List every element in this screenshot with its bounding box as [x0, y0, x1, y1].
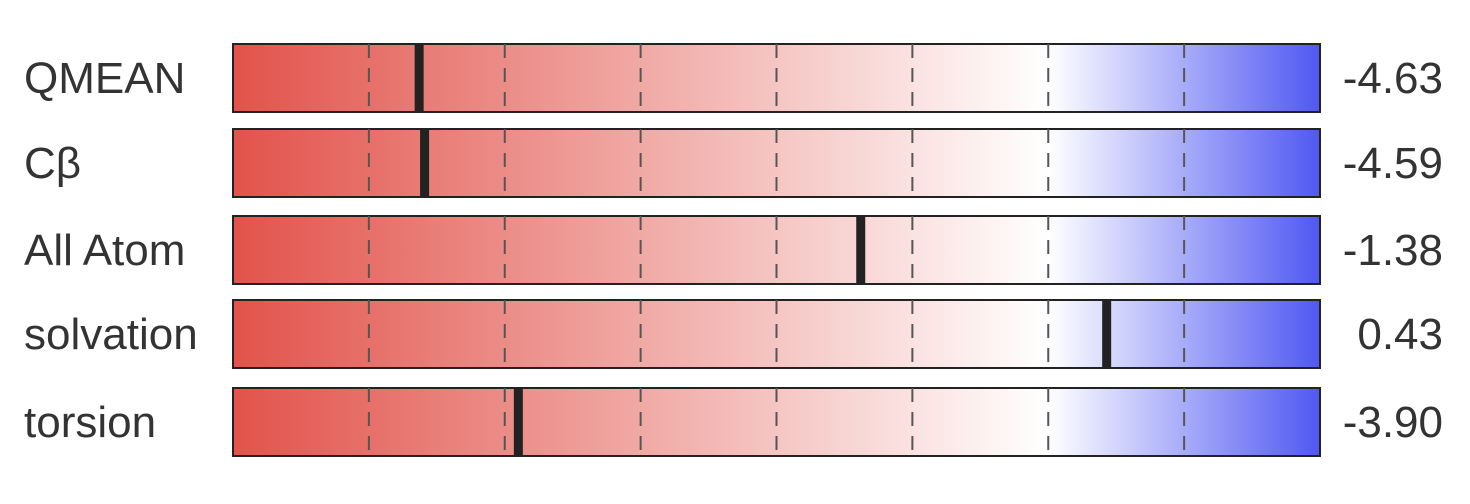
score-marker	[415, 45, 424, 111]
score-row	[24, 300, 1443, 368]
score-value: -1.38	[1342, 226, 1443, 275]
row-label: solvation	[24, 310, 198, 359]
score-value: -4.59	[1342, 139, 1443, 188]
score-value: 0.43	[1357, 310, 1443, 359]
score-row	[24, 129, 1443, 197]
score-row	[24, 44, 1443, 112]
row-label: QMEAN	[24, 54, 186, 103]
row-label: torsion	[24, 398, 157, 447]
row-label: All Atom	[24, 226, 186, 275]
row-label: Cβ	[24, 139, 82, 188]
score-row	[24, 388, 1443, 456]
score-marker	[1102, 301, 1111, 367]
score-value: -3.90	[1342, 398, 1443, 447]
score-row	[24, 216, 1443, 284]
score-value: -4.63	[1342, 54, 1443, 103]
score-marker	[420, 130, 429, 196]
score-marker	[856, 217, 865, 283]
score-marker	[514, 389, 523, 455]
